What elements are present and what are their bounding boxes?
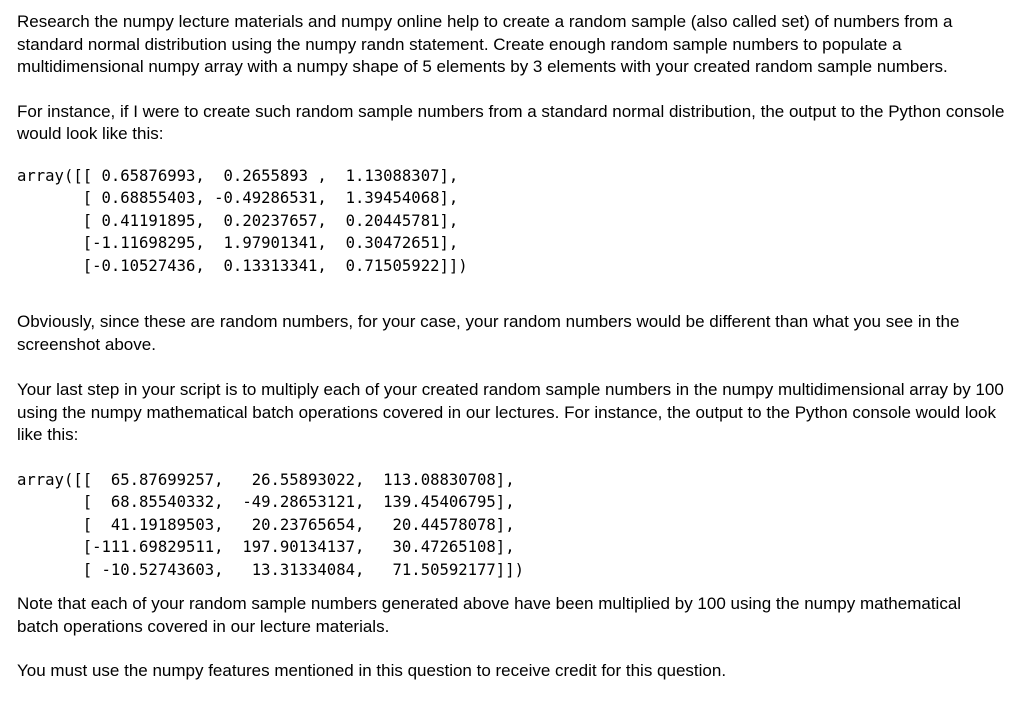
code-line: [ 41.19189503, 20.23765654, 20.44578078],	[17, 515, 515, 534]
instructions-paragraph: Research the numpy lecture materials and numpy online help to create a random sample (also called set) of numbers from a standard normal distribution using the numpy randn statement. Create enough random sample numbers to populate a multidimensional numpy array with a numpy shape of 5 elements by 3 elements with your created random sample numbers.	[17, 12, 953, 76]
code-line: [-0.10527436, 0.13313341, 0.71505922]])	[17, 256, 468, 275]
random-array-output	[17, 165, 1007, 278]
code-line: [ 0.41191895, 0.20237657, 0.20445781],	[17, 211, 459, 230]
spacer	[17, 356, 1007, 379]
document-body	[17, 11, 1007, 683]
example-intro-paragraph: For instance, if I were to create such random sample numbers from a standard normal distribution, the output to the Python console would look like this:	[17, 101, 1005, 143]
credit-requirement-paragraph: You must use the numpy features mentioned in this question to receive credit for this question.	[17, 661, 727, 680]
code-line: [ -10.52743603, 13.31334084, 71.50592177]])	[17, 560, 524, 579]
spacer	[17, 581, 1007, 593]
spacer	[17, 447, 1007, 469]
code-line: array([[ 65.87699257, 26.55893022, 113.08830708],	[17, 470, 515, 489]
multiplied-array-output	[17, 469, 1007, 582]
code-line: [ 0.68855403, -0.49286531, 1.39454068],	[17, 189, 459, 207]
spacer	[17, 79, 1007, 101]
random-note-paragraph: Obviously, since these are random numbers, for your case, your random numbers would be different than what you see in the screenshot above.	[17, 312, 960, 354]
spacer	[17, 277, 1007, 311]
code-line: array([[ 0.65876993, 0.2655893 , 1.13088307],	[17, 166, 459, 185]
multiply-instructions-paragraph: Your last step in your script is to multiply each of your created random sample numbers in the numpy multidimensional array by 100 using the numpy mathematical batch operations covered in our lectures. For instance, the output to the Python console would look like this:	[17, 380, 1004, 444]
multiplied-note-paragraph: Note that each of your random sample numbers generated above have been multiplied by 100 using the numpy mathematical batch operations covered in our lecture materials.	[17, 594, 962, 636]
code-line: [-111.69829511, 197.90134137, 30.47265108],	[17, 538, 515, 556]
code-line: [ 68.85540332, -49.28653121, 139.45406795],	[17, 493, 515, 511]
spacer	[17, 638, 1007, 660]
code-line: [-1.11698295, 1.97901341, 0.30472651],	[17, 234, 459, 252]
spacer	[17, 146, 1007, 165]
